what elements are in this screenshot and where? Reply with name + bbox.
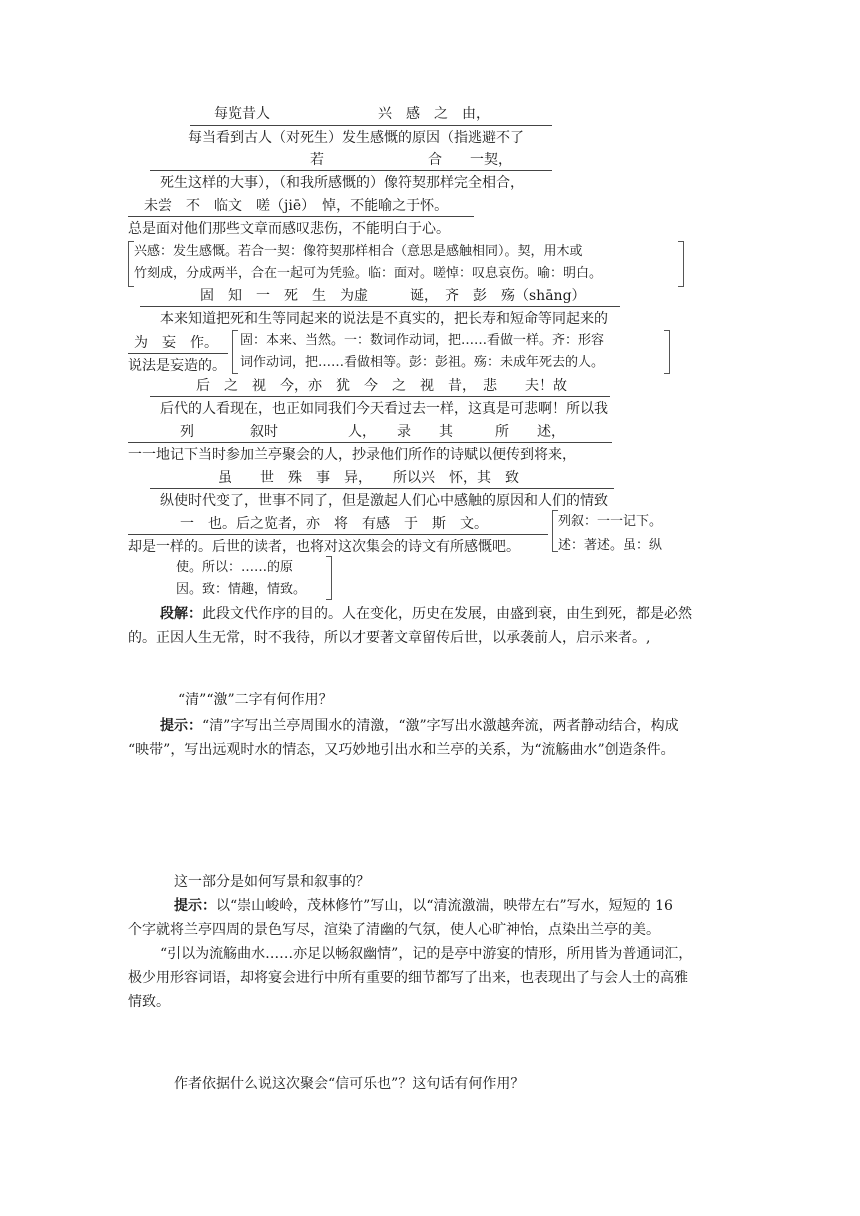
original-text-line: 未尝 不 临文 嗟（jiē） 悼，不能喻之于怀。 [144,198,449,214]
question-1: “清”“激”二字有何作用？ [178,692,333,708]
note-bracket [326,556,332,600]
divider [150,396,610,397]
translation-line: 却是一样的。后世的读者，也将对这次集会的诗文有所感慨吧。 [128,539,520,555]
original-text-line: 每览昔人 [214,106,270,122]
divider [150,170,552,171]
annotation-line: 竹刻成，分成两半，合在一起可为凭验。临：面对。嗟悼：叹息哀伤。喻：明白。 [134,266,603,281]
annotation-line: 兴感：发生感慨。若合一契：像符契那样相合（意思是感触相同）。契，用木或 [134,244,583,259]
divider [140,306,620,307]
hint-line: “引以为流觞曲水……亦足以畅叙幽情”，记的是亭中游宴的情形，所用皆为普通词汇， [160,946,693,962]
divider [190,125,552,126]
translation-line: 后代的人看现在，也正如同我们今天看过去一样，这真是可悲啊！所以我 [160,401,608,417]
original-text-line: 兴 感 之 由， [378,106,490,122]
hint-line [160,716,679,736]
original-text-line: 虽 世 殊 事 异， 所以兴 怀，其 致 [218,470,519,486]
original-text-line: 后 之 视 今，亦 犹 今 之 视 昔， 悲 夫！故 [196,378,567,394]
annotation-line: 固：本来、当然。一：数词作动词，把……看做一样。齐：形容 [240,333,605,348]
hint-text: “清”字写出兰亭周围水的清激，“激”字写出水激越奔流，两者静动结合，构成 [202,718,679,734]
note-bracket [232,330,238,374]
original-text-line: 合 一契， [428,152,512,168]
translation-line: 每当看到古人（对死生）发生感慨的原因（指逃避不了 [188,130,524,146]
analysis-label: 段解： [160,606,202,622]
annotation-line: 列叙：一一记下。 [558,514,663,529]
hint-line: 情致。 [128,994,170,1010]
note-bracket [664,330,670,374]
annotation-line: 述：著述。虽：纵 [558,538,663,553]
translation-line: 一一地记下当时参加兰亭聚会的人，抄录他们所作的诗赋以便传到将来， [128,447,576,463]
divider [150,488,614,489]
translation-line: 死生这样的大事），（和我所感慨的）像符契那样完全相合， [160,175,524,191]
original-text-line: 若 [310,152,324,168]
annotation-line: 因。致：情趣，情致。 [176,582,307,597]
hint-line: 个字就将兰亭四周的景色写尽，渲染了清幽的气氛，使人心旷神怡，点染出兰亭的美。 [128,922,660,938]
hint-text: 以“崇山峻岭，茂林修竹”写山，以“清流激湍，映带左右”写水，短短的 16 [216,898,673,914]
divider [128,353,228,354]
original-text-line: 固 知 一 死 生 为虚 诞， 齐 彭 殇（shāng） [200,288,586,304]
translation-line: 总是面对他们那些文章而感叹悲伤，不能明白于心。 [128,221,450,237]
question-3: 作者依据什么说这次聚会“信可乐也”？这句话有何作用？ [174,1076,525,1092]
hint-label: 提示： [160,718,202,734]
analysis-line: 的。正因人生无常，时不我待，所以才要著文章留传后世，以承袭前人，启示来者。, [128,630,651,646]
translation-line: 纵使时代变了，世事不同了，但是激起人们心中感触的原因和人们的情致 [160,493,608,509]
analysis-line [160,604,692,624]
hint-line: “映带”，写出远观时水的情态，又巧妙地引出水和兰亭的关系，为“流觞曲水”创造条件。 [128,742,675,758]
original-text-line: 列 叙时 人， 录 其 所 述， [180,424,565,440]
original-text-line: 为 妄 作。 [134,335,218,351]
original-text-line: 一 也。后之览者，亦 将 有感 于 斯 文。 [180,516,488,532]
hint-line [174,896,673,916]
divider [128,216,474,217]
divider [128,534,548,535]
annotation-line: 词作动词，把……看做相等。彭：彭祖。殇：未成年死去的人。 [240,355,605,370]
divider [128,442,612,443]
question-2: 这一部分是如何写景和叙事的？ [174,874,370,890]
translation-line: 说法是妄造的。 [128,358,226,374]
note-bracket [678,241,684,287]
hint-label: 提示： [174,898,216,914]
analysis-text: 此段文代作序的目的。人在变化，历史在发展，由盛到衰，由生到死，都是必然 [202,606,692,622]
translation-line: 本来知道把死和生等同起来的说法是不真实的，把长寿和短命等同起来的 [160,311,608,327]
hint-line: 极少用形容词语，却将宴会进行中所有重要的细节都写了出来，也表现出了与会人士的高雅 [128,970,688,986]
annotation-line: 使。所以：……的原 [176,560,294,575]
